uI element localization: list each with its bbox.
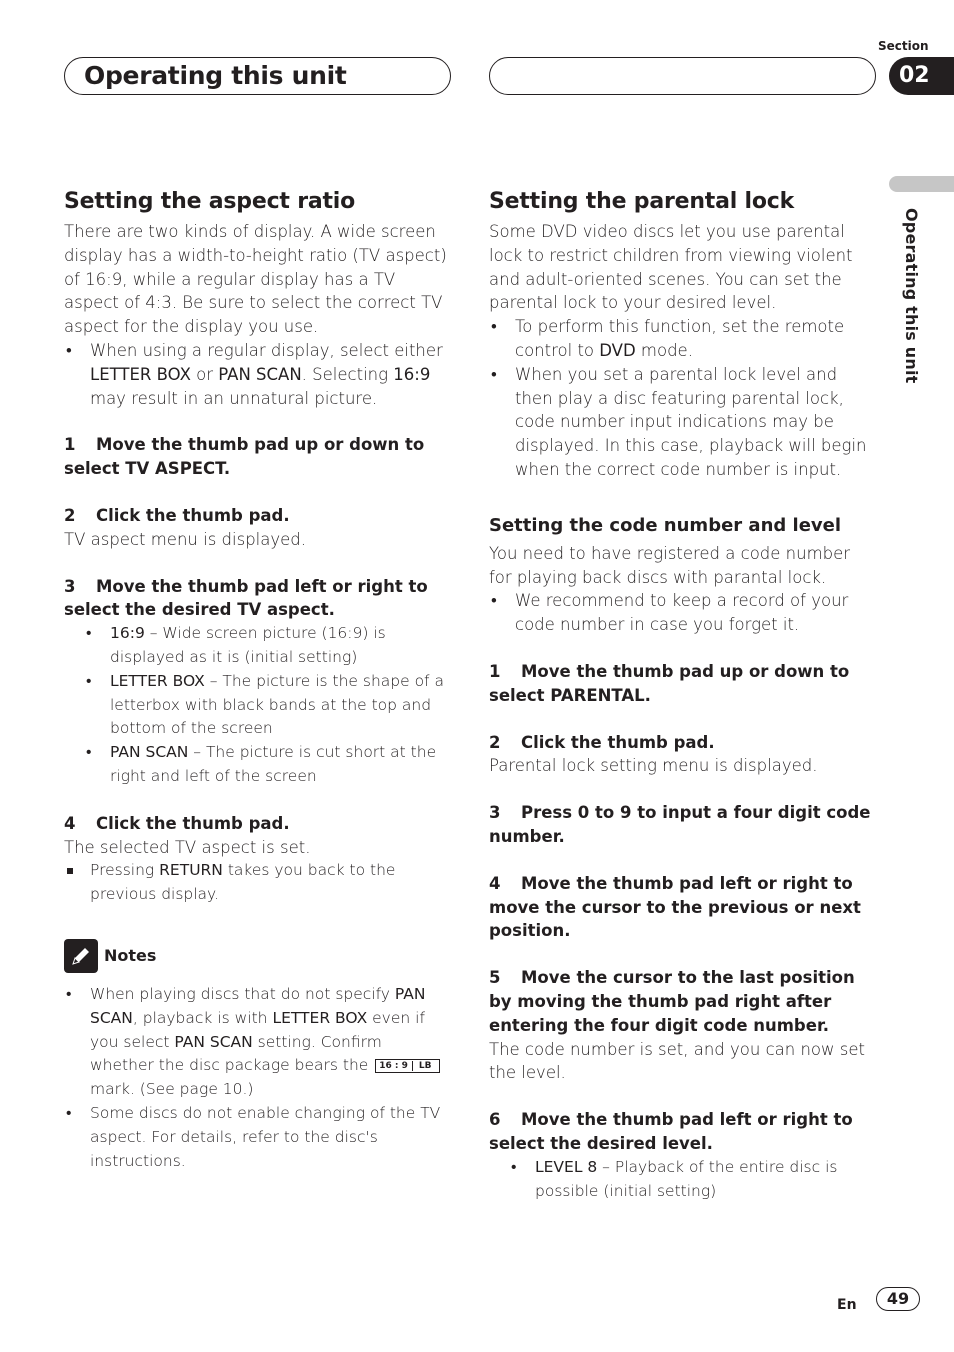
bold-term: DVD [599,340,636,360]
step-number: 3 [64,576,76,596]
step-2-result: TV aspect menu is displayed. [64,529,306,549]
step-number: 4 [64,813,76,833]
option-level-8 [489,1156,875,1204]
step-text: Move the thumb pad left or right to move the cursor to the previous or next position. [489,873,861,941]
option-desc: – Wide screen picture (16:9) is displayed as it is (initial setting) [110,624,386,666]
text: . Selecting [301,364,394,384]
bold-term: 16:9 [393,364,431,384]
aspect-mark-icon [375,1059,439,1073]
step-text: Click the thumb pad. [521,732,715,752]
right-column [489,188,875,1203]
step-4 [64,812,450,836]
pencil-note-icon [64,939,98,973]
notes-label: Notes [104,946,157,966]
parental-lock-heading: Setting the parental lock [489,189,795,214]
step-number: 6 [489,1110,501,1130]
bold-term: PAN SCAN [174,1032,253,1051]
return-note [64,859,450,907]
notes-header [64,939,450,973]
parental-bullet-1 [489,315,875,363]
step-text: Move the thumb pad left or right to select the desired level. [489,1110,853,1153]
text: setting. Confirm whether the disc package bears the [90,1032,382,1075]
text: Pressing [90,861,160,880]
step-number: 1 [64,435,76,455]
bold-term: LETTER BOX [90,364,191,384]
section-number: 02 [889,57,954,95]
step-number: 3 [489,803,501,823]
note-2: • Some discs do not enable changing of the TV aspect. For details, refer to the disc's instructions. [64,1102,450,1173]
aspect-bullet [64,339,450,410]
text: , playback is with [132,1008,273,1027]
code-intro: You need to have registered a code number for playing back discs with parantal lock. [489,543,851,587]
step-text: Move the thumb pad up or down to select TV ASPECT. [64,435,425,479]
bold-term: LETTER BOX [272,1008,368,1027]
step-number: 2 [64,505,76,525]
text: takes you back to the previous display. [90,861,396,904]
text: even if you select [90,1008,425,1051]
step-2 [64,504,450,528]
step-1 [489,660,875,708]
option-name: LEVEL 8 [535,1157,598,1176]
option-name: PAN SCAN [110,743,189,762]
side-section-label: Operating this unit [902,208,921,384]
text: When playing discs that do not specify [90,984,395,1003]
side-tab-marker [889,176,954,192]
step-number: 2 [489,732,501,752]
step-text: Click the thumb pad. [96,813,290,833]
step-number: 4 [489,873,501,893]
step-2-result: Parental lock setting menu is displayed. [489,756,818,776]
text: mode. [635,340,693,360]
option-desc: – Playback of the entire disc is possible (initial setting) [535,1157,838,1200]
step-5 [489,966,875,1037]
step-3 [64,575,450,623]
option-pan-scan [64,741,450,789]
step-text: Move the cursor to the last position by moving the thumb pad right after entering the four digit code number. [489,968,855,1035]
step-text: Press 0 to 9 to input a four digit code number. [489,803,871,846]
bold-term: PAN SCAN [218,364,302,384]
text: or [190,364,219,384]
language-label: En [837,1297,857,1313]
note-1 [64,983,450,1102]
option-name: LETTER BOX [110,671,205,690]
step-2 [489,731,875,755]
mark-right: LB [412,1061,436,1071]
step-text: Move the thumb pad left or right to select the desired TV aspect. [64,576,428,620]
option-letter-box [64,670,450,741]
step-6 [489,1108,875,1156]
page-title: Operating this unit [84,61,347,90]
bold-term: RETURN [159,861,223,880]
aspect-intro: There are two kinds of display. A wide screen display has a width-to-height ratio (TV aspect) of 16:9, while a regular display has a TV aspect of 4:3. Be sure to select the correct TV aspect for the display you use. [64,222,447,337]
code-number-subheading: Setting the code number and level [489,514,842,536]
text: may result in an unnatural picture. [90,388,378,408]
left-column [64,188,450,1173]
step-3 [489,801,875,849]
page-number: 49 [876,1287,920,1311]
text: When using a regular display, select either [90,340,443,360]
parental-bullet-2: • When you set a parental lock level and then play a disc featuring parental lock, code number input indications may be displayed. In this case, playback will begin when the correct code number is input. [489,363,875,482]
section-label: Section [878,39,929,53]
mark-left: 16 : 9 [379,1060,408,1071]
text: mark. (See page 10.) [90,1080,254,1099]
code-bullet: • We recommend to keep a record of your code number in case you forget it. [489,589,875,637]
step-number: 5 [489,968,501,988]
option-name: 16:9 [110,624,145,643]
text: To perform this function, set the remote control to [515,317,845,360]
option-desc: – The picture is cut short at the right and left of the screen [110,743,437,785]
step-number: 1 [489,661,501,681]
header-blank-frame [489,57,876,95]
step-text: Move the thumb pad up or down to select PARENTAL. [489,661,850,705]
step-text: Click the thumb pad. [96,505,290,525]
bold-term: PAN SCAN [90,984,426,1027]
step-4 [489,872,875,943]
option-16-9 [64,622,450,670]
step-5-result: The code number is set, and you can now set the level. [489,1039,865,1083]
aspect-ratio-heading: Setting the aspect ratio [64,189,356,214]
parental-intro: Some DVD video discs let you use parental lock to restrict children from viewing violent and adult-oriented scenes. You can set the parental lock to your desired level. [489,222,853,313]
option-desc: – The picture is the shape of a letterbox with black bands at the top and bottom of the screen [110,671,444,738]
step-1 [64,433,450,481]
step-4-result: The selected TV aspect is set. [64,837,311,857]
